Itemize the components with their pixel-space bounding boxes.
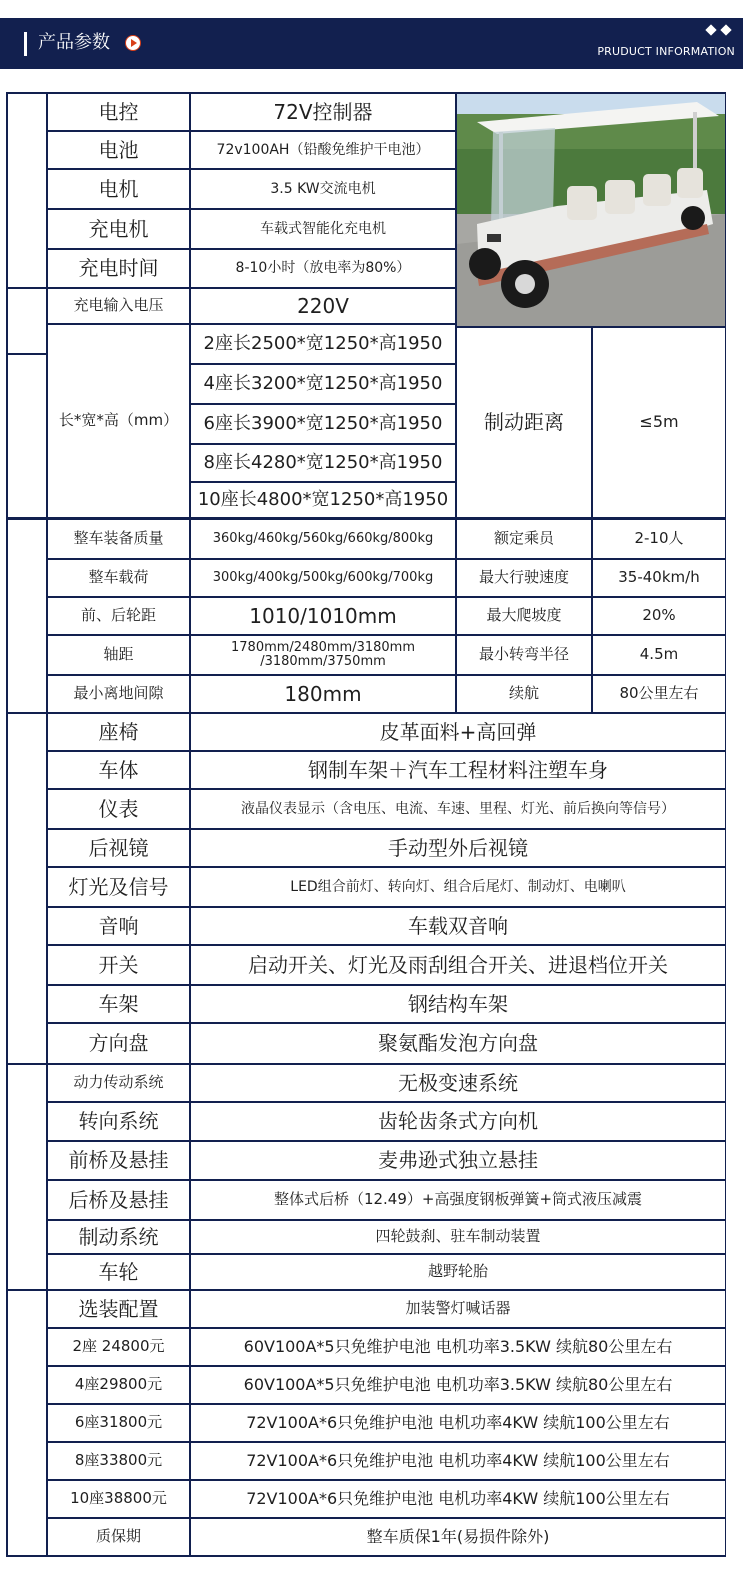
spec-value: 1010/1010mm [191, 598, 455, 634]
spec-label: 最小离地间隙 [48, 676, 189, 712]
price-config: 72V100A*6只免维护电池 电机功率4KW 续航100公里左右 [191, 1481, 725, 1517]
spec-value: 钢结构车架 [191, 986, 725, 1022]
spec-value: 8-10小时（放电率为80%） [191, 250, 455, 287]
option-value: 加装警灯喊话器 [191, 1291, 725, 1327]
spec-value: 手动型外后视镜 [191, 830, 725, 866]
spec-label: 充电机 [48, 210, 189, 248]
spec-label: 整车装备质量 [48, 520, 189, 558]
golf-cart-image [457, 94, 725, 326]
spec-value: 车载双音响 [191, 908, 725, 944]
spec-value: 300kg/400kg/500kg/600kg/700kg [191, 560, 455, 596]
brake-distance-label: 制动距离 [457, 328, 591, 517]
spec-value: 2-10人 [593, 520, 725, 558]
spec-value: 80公里左右 [593, 676, 725, 712]
price-config: 60V100A*5只免维护电池 电机功率3.5KW 续航80公里左右 [191, 1329, 725, 1365]
warranty-value: 整车质保1年(易损件除外) [191, 1519, 725, 1555]
spec-value: 钢制车架＋汽车工程材料注塑车身 [191, 752, 725, 788]
section-header [0, 18, 743, 69]
group-sidebar-charge [8, 289, 46, 353]
price-label: 4座29800元 [48, 1367, 189, 1403]
spec-label: 充电时间 [48, 250, 189, 287]
dimension-value: 2座长2500*宽1250*高1950 [191, 325, 455, 363]
spec-label: 方向盘 [48, 1024, 189, 1063]
spec-value: 4.5m [593, 636, 725, 674]
price-config: 60V100A*5只免维护电池 电机功率3.5KW 续航80公里左右 [191, 1367, 725, 1403]
spec-label: 电机 [48, 170, 189, 208]
spec-label: 动力传动系统 [48, 1065, 189, 1101]
spec-label: 仪表 [48, 790, 189, 828]
spec-value: 液晶仪表显示（含电压、电流、车速、里程、灯光、前后换向等信号） [191, 790, 725, 828]
spec-value: 20% [593, 598, 725, 634]
section-title: 产品参数 [38, 32, 110, 53]
spec-value: 整体式后桥（12.49）+高强度钢板弹簧+筒式液压减震 [191, 1181, 725, 1219]
spec-value: LED组合前灯、转向灯、组合后尾灯、制动灯、电喇叭 [191, 868, 725, 906]
spec-label: 前、后轮距 [48, 598, 189, 634]
spec-label: 电控 [48, 94, 189, 130]
spec-label: 开关 [48, 946, 189, 984]
spec-value: 220V [191, 289, 455, 323]
dimension-value: 10座长4800*宽1250*高1950 [191, 483, 455, 517]
group-sidebar-body [8, 714, 46, 1063]
option-label: 选装配置 [48, 1291, 189, 1327]
spec-label: 最大行驶速度 [457, 560, 591, 596]
spec-value: 1780mm/2480mm/3180mm /3180mm/3750mm [191, 636, 455, 674]
spec-label: 最大爬坡度 [457, 598, 591, 634]
spec-value: 越野轮胎 [191, 1255, 725, 1289]
spec-label: 后视镜 [48, 830, 189, 866]
spec-value: 四轮鼓刹、驻车制动装置 [191, 1221, 725, 1253]
price-label: 10座38800元 [48, 1481, 189, 1517]
spec-label: 最小转弯半径 [457, 636, 591, 674]
dimension-value: 4座长3200*宽1250*高1950 [191, 365, 455, 403]
spec-label: 座椅 [48, 714, 189, 750]
spec-label: 充电输入电压 [48, 289, 189, 323]
group-sidebar-dimension [8, 355, 46, 517]
spec-label: 转向系统 [48, 1103, 189, 1140]
spec-label: 车体 [48, 752, 189, 788]
spec-value: 无极变速系统 [191, 1065, 725, 1101]
spec-label: 轴距 [48, 636, 189, 674]
spec-value: 72v100AH（铅酸免维护干电池） [191, 132, 455, 168]
price-config: 72V100A*6只免维护电池 电机功率4KW 续航100公里左右 [191, 1443, 725, 1479]
group-sidebar-chassis [8, 1065, 46, 1289]
spec-label: 制动系统 [48, 1221, 189, 1253]
header-accent-bar [24, 32, 27, 56]
price-label: 6座31800元 [48, 1405, 189, 1441]
warranty-label: 质保期 [48, 1519, 189, 1555]
spec-value: 180mm [191, 676, 455, 712]
dimension-value: 6座长3900*宽1250*高1950 [191, 405, 455, 443]
section-subtitle: PRUDUCT INFORMATION [597, 45, 735, 58]
diamond-icon [705, 24, 735, 36]
spec-value: 皮革面料+高回弹 [191, 714, 725, 750]
spec-label: 车架 [48, 986, 189, 1022]
dimension-value: 8座长4280*宽1250*高1950 [191, 445, 455, 481]
spec-value: 齿轮齿条式方向机 [191, 1103, 725, 1140]
spec-value: 3.5 KW交流电机 [191, 170, 455, 208]
spec-label: 电池 [48, 132, 189, 168]
spec-value: 35-40km/h [593, 560, 725, 596]
price-config: 72V100A*6只免维护电池 电机功率4KW 续航100公里左右 [191, 1405, 725, 1441]
spec-value: 360kg/460kg/560kg/660kg/800kg [191, 520, 455, 558]
spec-label: 音响 [48, 908, 189, 944]
brake-distance-value: ≤5m [593, 328, 725, 517]
spec-label: 额定乘员 [457, 520, 591, 558]
price-label: 8座33800元 [48, 1443, 189, 1479]
group-sidebar-performance [8, 520, 46, 712]
spec-label: 整车载荷 [48, 560, 189, 596]
vehicle-photo [457, 94, 725, 326]
spec-label: 车轮 [48, 1255, 189, 1289]
spec-value: 车载式智能化充电机 [191, 210, 455, 248]
spec-label: 前桥及悬挂 [48, 1142, 189, 1179]
group-sidebar-power [8, 94, 46, 287]
spec-label: 灯光及信号 [48, 868, 189, 906]
arrow-right-circle-icon [125, 35, 141, 51]
spec-label: 后桥及悬挂 [48, 1181, 189, 1219]
spec-value: 麦弗逊式独立悬挂 [191, 1142, 725, 1179]
spec-value: 启动开关、灯光及雨刮组合开关、进退档位开关 [191, 946, 725, 984]
spec-value: 聚氨酯发泡方向盘 [191, 1024, 725, 1063]
price-label: 2座 24800元 [48, 1329, 189, 1365]
spec-table [6, 92, 726, 1557]
group-sidebar-pricing [8, 1291, 46, 1555]
spec-label: 续航 [457, 676, 591, 712]
dimension-label: 长*宽*高（mm） [48, 325, 189, 517]
spec-value: 72V控制器 [191, 94, 455, 130]
